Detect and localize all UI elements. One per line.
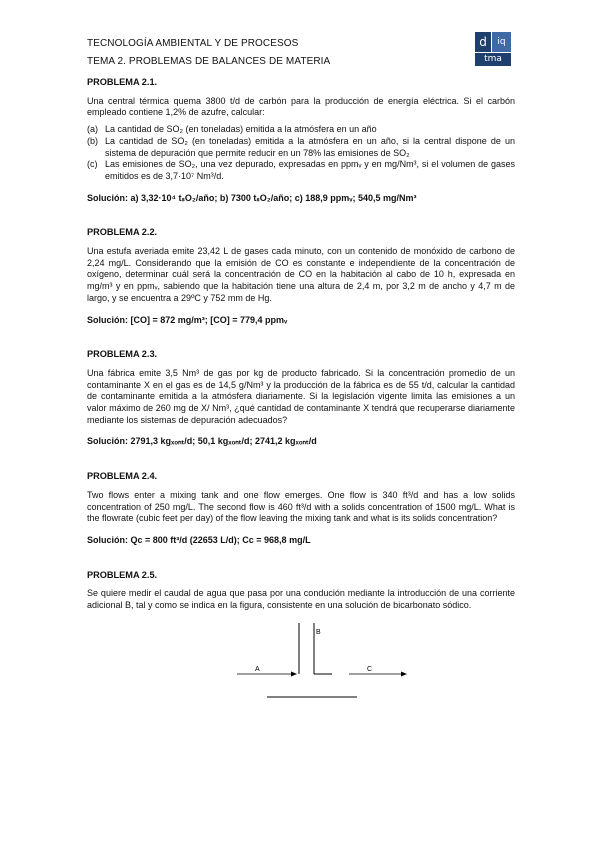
stream-b-label: B — [316, 628, 321, 636]
header-subtitle: TEMA 2. PROBLEMAS DE BALANCES DE MATERIA — [87, 56, 331, 67]
problem-title: PROBLEMA 2.5. — [87, 569, 158, 580]
question-item: (c) Las emisiones de SO₂, una vez depurado, expresadas en ppmᵥ y en mg/Nm³, si el volumen de gases emitidos es de 3,7·10⁷ Nm³/d. — [87, 159, 515, 181]
problem-2-5 — [87, 570, 515, 698]
problem-statement: Una fábrica emite 3,5 Nm³ de gas por kg de producto fabricado. Si la concentración promedio de un contaminante X en el gas es de 14,5 g/Nm³ y la producción de la fábrica es de 55 t/d, calcular la cantidad de contaminante emitida a la atmósfera diariamente. Si la legislación vigente limita las emisiones a un valor máximo de 260 mg de X/ Nm³, ¿qué cantidad de contaminante X tendrá que recuperarse diariamente mediante los sistemas de depuración adecuados? — [87, 367, 515, 425]
problem-solution: Solución: [CO] = 872 mg/m³; [CO] = 779,4 ppmᵥ — [87, 314, 288, 325]
problem-title: PROBLEMA 2.2. — [87, 227, 158, 238]
problem-2-4 — [87, 471, 515, 547]
problem-statement: Una estufa averiada emite 23,42 L de gases cada minuto, con un contenido de monóxido de carbono de 2,24 mg/L. Considerando que la emisión de CO es constante e independiente de la concentración de oxígeno, determinar cuál será la concentración de CO en la habitación al cabo de 10 h, expresada en mg/m³ y en ppmᵥ, sabiendo que la habitación tiene una altura de 2,4 m, por 3,2 m de ancho y 4,7 m de largo, y se encuentra a 29ºC y 752 mm de Hg. — [87, 246, 515, 303]
stream-c-label: C — [367, 665, 373, 673]
problem-title: PROBLEMA 2.4. — [87, 471, 158, 482]
problem-list — [87, 77, 515, 698]
question-list — [87, 124, 515, 183]
flow-diagram — [87, 618, 515, 698]
stream-a-label: A — [255, 665, 260, 673]
problem-statement: Se quiere medir el caudal de agua que pasa por una condución mediante la introducción de una corriente adicional B, tal y como se indica en la figura, consistente en una solución de bicarbonato sódico. — [87, 588, 515, 611]
problem-solution: Solución: 2791,3 kgₓₒₙₜ/d; 50,1 kgₓₒₙₜ/d; 2741,2 kgₓₒₙₜ/d — [87, 436, 317, 447]
problem-title: PROBLEMA 2.3. — [87, 349, 158, 360]
problem-title: PROBLEMA 2.1. — [87, 77, 158, 87]
stream-a-arrowhead — [291, 671, 297, 676]
dpt-logo: d iq tma — [475, 32, 511, 66]
problem-solution: Solución: a) 3,32·10⁴ tₛO₂/año; b) 7300 tₛO₂/año; c) 188,9 ppmᵥ; 540,5 mg/Nm³ — [87, 192, 417, 203]
problem-2-2 — [87, 227, 515, 326]
problem-2-3 — [87, 349, 515, 448]
question-item: (a) La cantidad de SO₂ (en toneladas) emitida a la atmósfera en un año — [87, 124, 377, 135]
question-item: (b) La cantidad de SO₂ (en toneladas) emitida a la atmósfera en un año, si la central dispone de un sistema de depuración que permite reducir en un 78% las emisiones de SO₂ — [87, 135, 515, 158]
header-title: TECNOLOGÍA AMBIENTAL Y DE PROCESOS — [87, 38, 299, 49]
flow-diagram-svg — [87, 618, 515, 698]
stream-c-arrowhead — [401, 671, 407, 676]
problem-solution: Solución: Qᴄ = 800 ft³/d (22653 L/d); Cᴄ = 968,8 mg/L — [87, 534, 311, 545]
problem-statement: Two flows enter a mixing tank and one flow emerges. One flow is 340 ft³/d and has a low solids concentration of 250 mg/L. The second flow is 460 ft³/d with a solids concentration of 1500 mg/L. What is the flowrate (cubic feet per day) of the flow leaving the mixing tank and what is its solids concentration? — [87, 489, 515, 524]
problem-2-1 — [87, 77, 515, 204]
problem-statement: Una central térmica quema 3800 t/d de carbón para la producción de energía eléctrica. Si el carbón empleado contiene 1,2% de azufre, calcular: — [87, 95, 515, 118]
